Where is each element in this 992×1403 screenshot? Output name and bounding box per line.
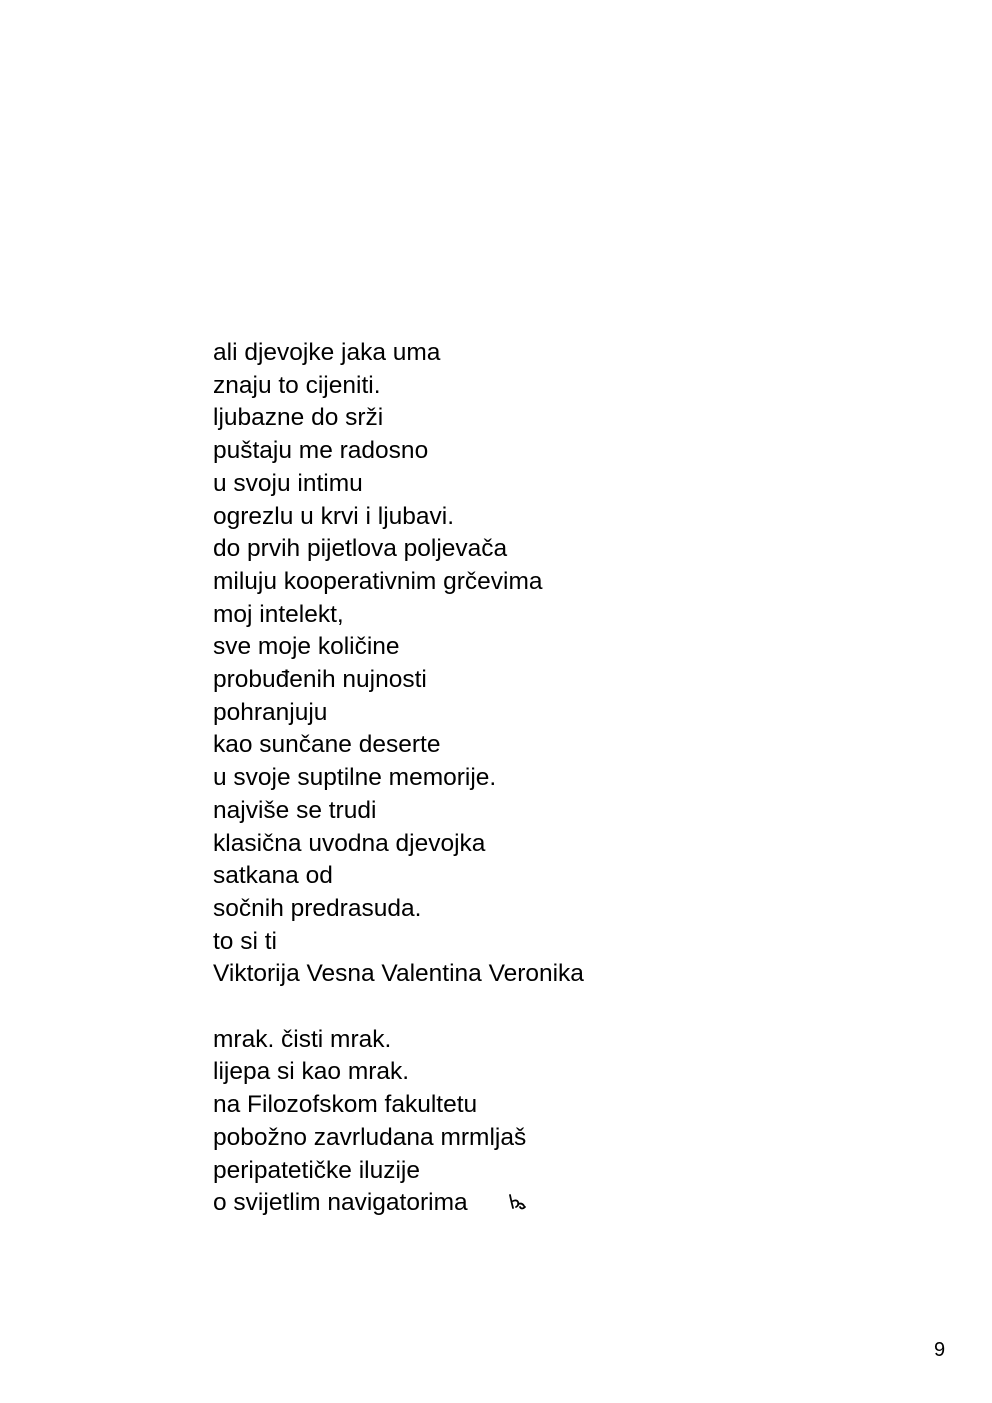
poem-line: u svoju intimu <box>213 469 363 497</box>
poem-line: kao sunčane deserte <box>213 731 441 759</box>
last-poem-line <box>213 1187 913 1220</box>
poem-line: najviše se trudi <box>213 796 377 824</box>
poem-line: ali djevojke jaka uma <box>213 339 441 366</box>
poem-line: probuđenih nujnosti <box>213 666 427 694</box>
end-of-poem-fleuron-icon <box>506 1190 528 1212</box>
stanza-2 <box>213 1024 913 1220</box>
poem-line: znaju to cijeniti. <box>213 371 381 399</box>
poem-line: peripatetičke iluzije <box>213 1156 420 1184</box>
poem-line: ljubazne do srži <box>213 404 384 432</box>
poem-line: lijepa si kao mrak. <box>213 1058 410 1086</box>
poem-line: satkana od <box>213 862 333 890</box>
poem-line: miluju kooperativnim grčevima <box>213 567 543 595</box>
poem-line: do prvih pijetlova poljevača <box>213 535 508 563</box>
poem-line: pohranjuju <box>213 698 328 726</box>
poem-line-text: o svijetlim navigatorima <box>213 1189 468 1217</box>
poem-line: mrak. čisti mrak. <box>213 1025 392 1053</box>
poem-line: to si ti <box>213 927 277 955</box>
poem-line: pobožno zavrludana mrmljaš <box>213 1123 527 1151</box>
poem-line: sočnih predrasuda. <box>213 894 422 922</box>
poem-line: u svoje suptilne memorije. <box>213 764 497 792</box>
stanza-1 <box>213 337 913 991</box>
poem-line: Viktorija Vesna Valentina Veronika <box>213 960 584 988</box>
page-number: 9 <box>934 1339 946 1361</box>
poem-line: puštaju me radosno <box>213 437 429 465</box>
poem-line: ogrezlu u krvi i ljubavi. <box>213 502 455 530</box>
poem-line: sve moje količine <box>213 633 400 661</box>
poem-line: moj intelekt, <box>213 600 344 628</box>
poem <box>213 337 913 1220</box>
poem-line: na Filozofskom fakultetu <box>213 1091 478 1119</box>
poem-line: klasična uvodna djevojka <box>213 829 486 857</box>
